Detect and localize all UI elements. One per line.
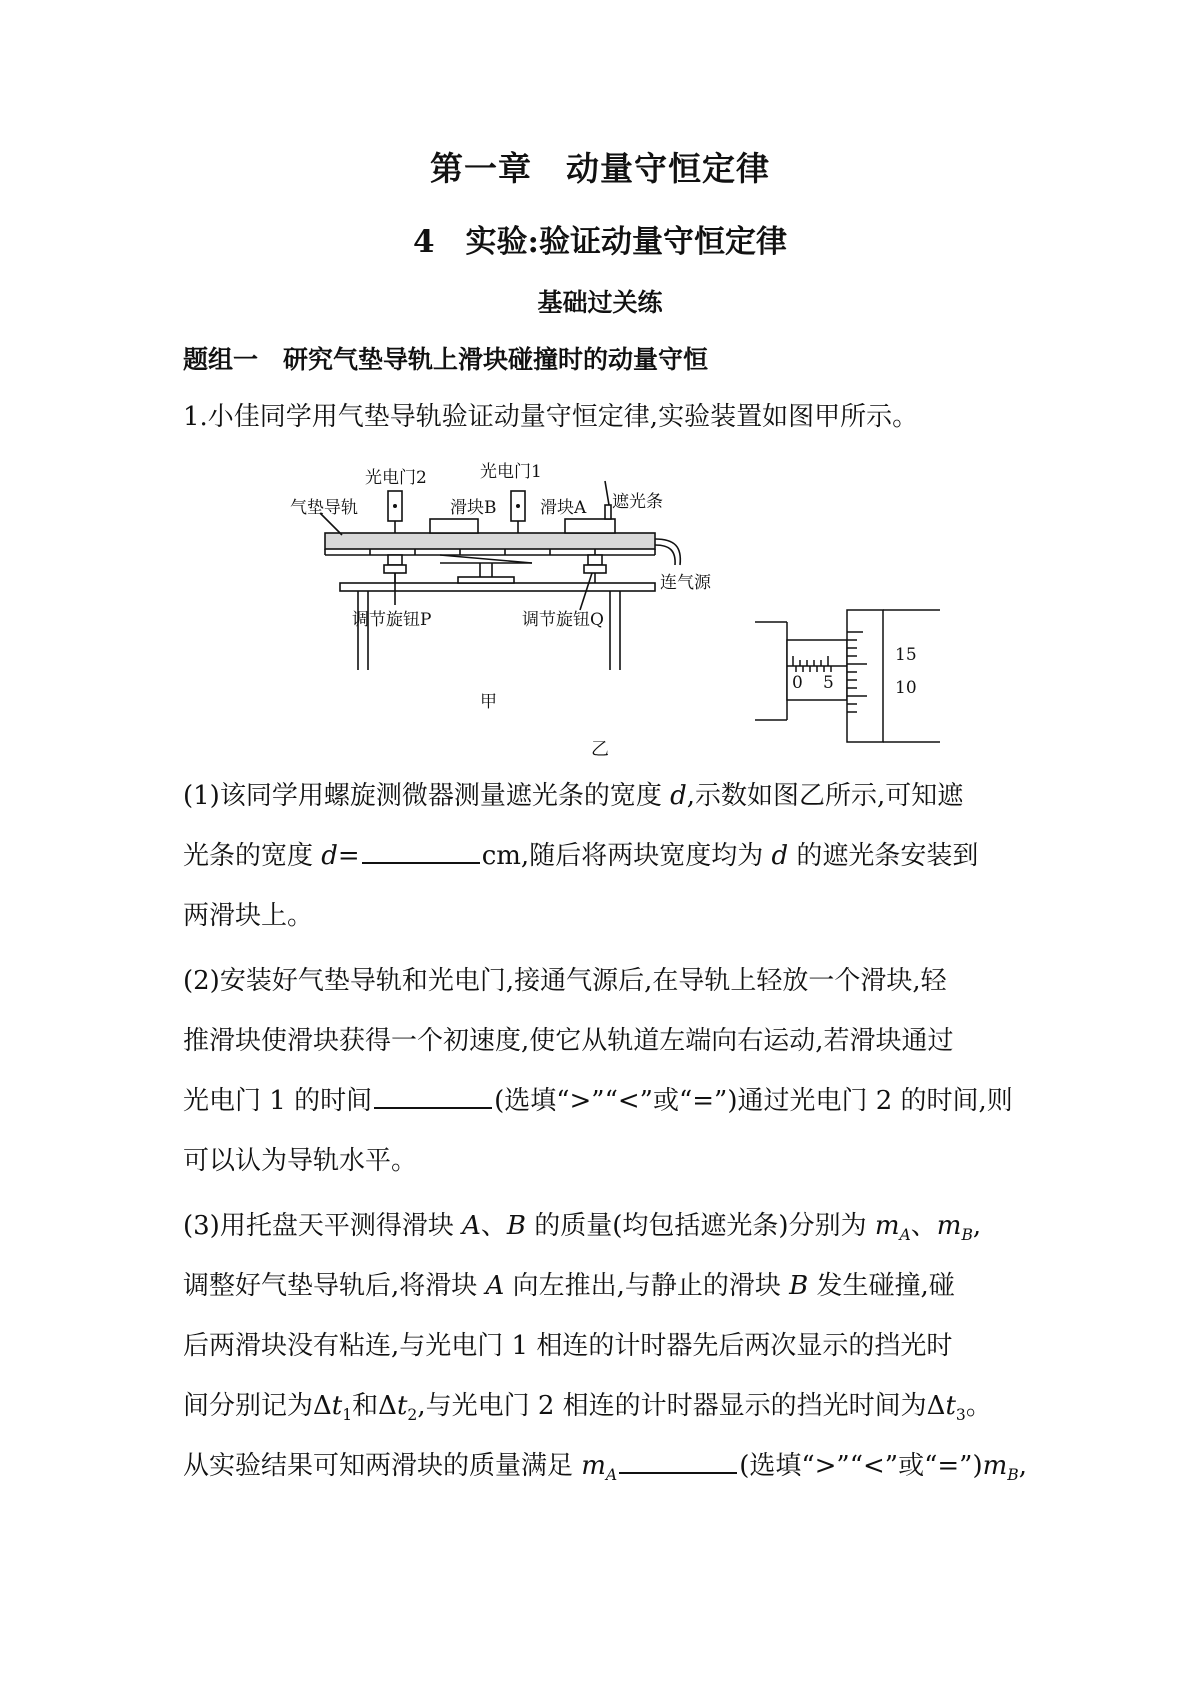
sleeve-label-0: 0: [792, 673, 803, 693]
label-strip: 遮光条: [612, 492, 663, 512]
p2-line2: 推滑块使滑块获得一个初速度,使它从轨道左端向右运动,若滑块通过: [183, 1026, 954, 1056]
exercise-title: 基础过关练: [537, 288, 663, 317]
p3-line5: 从实验结果可知两滑块的质量满足 $m_A$ (选填“>”“<”或“$=”)m_B$,: [183, 1451, 1027, 1485]
caption-figure-b: 乙: [591, 739, 609, 760]
thimble-label-15: 15: [895, 645, 917, 665]
p3-line1: (3)用托盘天平测得滑块 A、B 的质量(均包括遮光条)分别为 $m_A$、$m_B$,: [183, 1211, 982, 1245]
p1-line1: (1)该同学用螺旋测微器测量遮光条的宽度 d,示数如图乙所示,可知遮: [183, 781, 964, 811]
label-slider-b: 滑块B: [450, 498, 497, 518]
group-title: 题组一 研究气垫导轨上滑块碰撞时的动量守恒: [183, 345, 709, 374]
answer-blank-time[interactable]: [374, 1106, 492, 1109]
label-rail: 气垫导轨: [290, 498, 358, 518]
p2-line3: 光电门 1 的时间 (选填“>”“<”或“=”)通过光电门 2 的时间,则: [183, 1086, 1013, 1116]
label-knob-q: 调节旋钮Q: [522, 610, 604, 630]
p3-line3: 后两滑块没有粘连,与光电门 1 相连的计时器先后两次显示的挡光时: [183, 1331, 953, 1361]
chapter-title: 第一章 动量守恒定律: [430, 149, 770, 188]
p1-line2: 光条的宽度 d= cm,随后将两块宽度均为 d 的遮光条安装到: [183, 841, 979, 871]
label-slider-a: 滑块A: [540, 498, 587, 518]
caption-figure-a: 甲: [480, 692, 497, 712]
p2-line4: 可以认为导轨水平。: [183, 1146, 418, 1176]
section-title: 4 实验:验证动量守恒定律: [412, 224, 787, 260]
answer-blank-mass[interactable]: [619, 1471, 737, 1474]
p3-line2: 调整好气垫导轨后,将滑块 A 向左推出,与静止的滑块 B 发生碰撞,碰: [183, 1271, 955, 1301]
label-air-source: 连气源: [660, 573, 711, 593]
label-gate1: 光电门1: [480, 462, 542, 482]
p3-line4: 间分别记为$\Delta t_1$和$\Delta t_2$,与光电门 2 相连的计时器显示的挡光时间为$\Delta t_3$。: [183, 1391, 992, 1425]
label-knob-p: 调节旋钮P: [352, 610, 432, 630]
label-gate2: 光电门2: [365, 468, 427, 488]
question-intro: 1.小佳同学用气垫导轨验证动量守恒定律,实验装置如图甲所示。: [183, 402, 919, 432]
p2-line1: (2)安装好气垫导轨和光电门,接通气源后,在导轨上轻放一个滑块,轻: [183, 966, 947, 996]
thimble-label-10: 10: [895, 678, 917, 698]
answer-blank-width[interactable]: [362, 861, 480, 864]
p1-line3: 两滑块上。: [183, 901, 314, 931]
figure-air-track: [290, 455, 760, 715]
sleeve-label-5: 5: [823, 673, 834, 693]
